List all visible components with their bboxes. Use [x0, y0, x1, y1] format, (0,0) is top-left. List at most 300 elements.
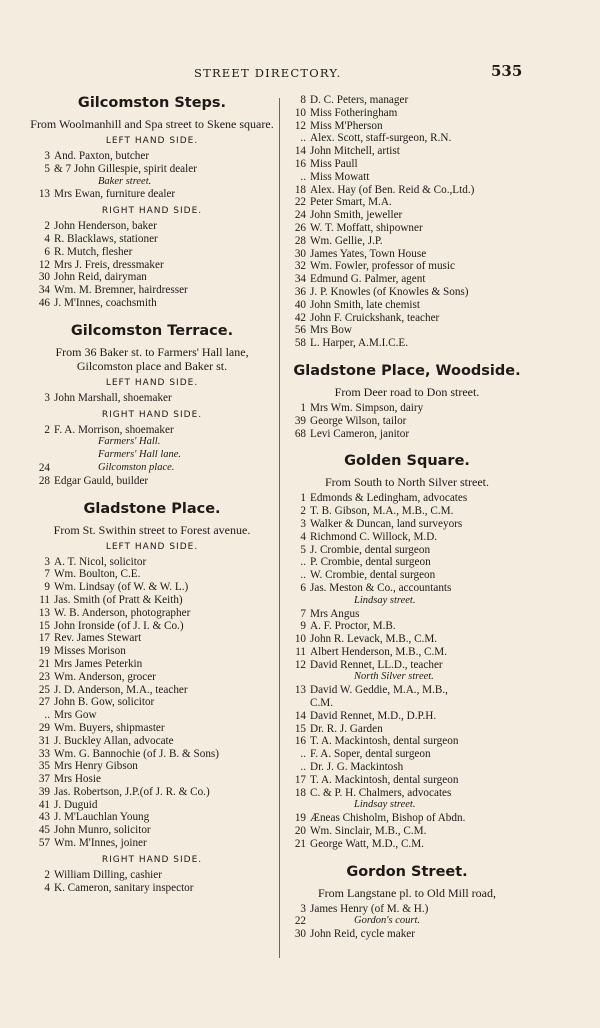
- house-number: [28, 436, 54, 449]
- house-number: 34: [38, 284, 50, 297]
- directory-entry: [284, 184, 530, 197]
- directory-entry: [28, 284, 276, 297]
- house-number: 2: [44, 220, 50, 233]
- house-number: 13: [294, 684, 306, 697]
- house-number: 32: [294, 260, 306, 273]
- side-label: RIGHT HAND SIDE.: [101, 409, 203, 420]
- directory-entry: [284, 120, 530, 133]
- cross-street-note: [28, 176, 276, 189]
- cross-street-name: Gilcomston place.: [98, 461, 175, 473]
- resident-name: Mrs Ewan, furniture dealer: [54, 188, 176, 201]
- house-number: 10: [294, 633, 306, 646]
- house-number: 24: [38, 461, 50, 474]
- house-number: 41: [38, 798, 50, 811]
- right-column: [284, 94, 530, 941]
- house-number: 37: [38, 773, 50, 786]
- directory-entry: [28, 150, 276, 163]
- house-number: [284, 697, 310, 710]
- directory-entry: [284, 582, 530, 595]
- house-number: 2: [44, 868, 50, 881]
- resident-name: J. P. Knowles (of Knowles & Sons): [310, 285, 469, 298]
- house-number: 30: [38, 271, 50, 284]
- directory-entry: [284, 723, 530, 736]
- house-number: 5: [44, 162, 50, 175]
- resident-name: John Marshall, shoemaker: [54, 391, 172, 404]
- house-number: 3: [300, 902, 306, 915]
- resident-name: Wm. Buyers, shipmaster: [54, 721, 165, 734]
- resident-name: K. Cameron, sanitary inspector: [54, 881, 194, 894]
- directory-entry: [284, 324, 530, 337]
- resident-name: C.M.: [310, 697, 334, 710]
- directory-entry: [28, 233, 276, 246]
- house-number: 26: [294, 221, 306, 234]
- directory-entry: [284, 928, 530, 941]
- house-number: 7: [44, 568, 50, 581]
- house-number: 22: [294, 196, 306, 209]
- directory-entry: [28, 671, 276, 684]
- directory-entry: [284, 518, 530, 531]
- house-number: 11: [39, 593, 50, 606]
- directory-entry: [284, 569, 530, 582]
- resident-name: David Rennet, M.D., D.P.H.: [310, 709, 437, 722]
- directory-entry: [284, 299, 530, 312]
- directory-entry: [284, 761, 530, 774]
- directory-entry: [28, 824, 276, 837]
- directory-entry: [28, 696, 276, 709]
- resident-name: Edmonds & Ledingham, advocates: [310, 492, 468, 505]
- house-number: 21: [38, 657, 50, 670]
- house-number: 42: [294, 311, 306, 324]
- directory-entry: [28, 722, 276, 735]
- resident-name: J. D. Anderson, M.A., teacher: [54, 683, 188, 696]
- directory-entry: [28, 786, 276, 799]
- resident-name: J. Buckley Allan, advocate: [54, 734, 174, 747]
- resident-name: Miss Fotheringham: [310, 106, 398, 119]
- directory-entry: [284, 222, 530, 235]
- directory-entry: [28, 607, 276, 620]
- house-number: 4: [44, 881, 50, 894]
- directory-entry: [28, 645, 276, 658]
- cross-street-note: [284, 915, 530, 928]
- resident-name: Miss M'Pherson: [310, 119, 383, 132]
- directory-entry: [284, 748, 530, 761]
- cross-street-note: [28, 436, 276, 449]
- house-number: ..: [44, 709, 50, 722]
- directory-entry: [28, 709, 276, 722]
- directory-entry: [284, 286, 530, 299]
- directory-entry: [28, 632, 276, 645]
- house-number: 1: [300, 492, 306, 505]
- street-route: From Langstane pl. to Old Mill road,: [318, 885, 496, 900]
- resident-name: Levi Cameron, janitor: [310, 427, 410, 440]
- house-number: 19: [38, 645, 50, 658]
- house-number: 31: [38, 734, 50, 747]
- resident-name: John F. Cruickshank, teacher: [310, 311, 440, 324]
- side-label: LEFT HAND SIDE.: [105, 136, 199, 146]
- house-number: 56: [294, 324, 306, 337]
- directory-entry: [284, 684, 530, 697]
- directory-entry: [284, 531, 530, 544]
- directory-entry: [28, 748, 276, 761]
- directory-entry: [284, 196, 530, 209]
- directory-entry: [284, 710, 530, 723]
- resident-name: Dr. R. J. Garden: [310, 722, 383, 735]
- street-heading: Gilcomston Steps.: [77, 95, 227, 111]
- house-number: ..: [300, 132, 306, 145]
- street-route: From South to North Silver street.: [325, 475, 489, 490]
- house-number: 36: [294, 285, 306, 298]
- resident-name: Jas. Meston & Co., accountants: [310, 581, 452, 594]
- directory-entry: [28, 882, 276, 895]
- house-number: 16: [294, 157, 306, 170]
- street-heading: Gladstone Place, Woodside.: [293, 362, 521, 379]
- house-number: ..: [300, 569, 306, 582]
- directory-entry: [284, 107, 530, 120]
- side-label: RIGHT HAND SIDE.: [101, 854, 203, 865]
- resident-name: R. Blacklaws, stationer: [54, 232, 158, 245]
- resident-name: Jas. Robertson, J.P.(of J. R. & Co.): [54, 785, 210, 798]
- directory-entry: [284, 94, 530, 107]
- house-number: 68: [294, 427, 306, 440]
- directory-entry: [284, 209, 530, 222]
- house-number: 12: [38, 258, 50, 271]
- directory-entry: [284, 812, 530, 825]
- running-head: [0, 62, 600, 82]
- directory-entry: [284, 838, 530, 851]
- directory-entry: [284, 248, 530, 261]
- cross-street-note: [28, 462, 276, 475]
- house-number: 39: [38, 785, 50, 798]
- house-number: ..: [300, 170, 306, 183]
- house-number: 22: [294, 915, 306, 928]
- directory-entry: [28, 837, 276, 850]
- side-label: LEFT HAND SIDE.: [105, 541, 199, 552]
- house-number: 7: [300, 607, 306, 620]
- directory-entry: [284, 312, 530, 325]
- resident-name: A. F. Proctor, M.B.: [310, 620, 396, 633]
- resident-name: John Reid, cycle maker: [310, 928, 416, 941]
- running-head-title: STREET DIRECTORY.: [194, 66, 342, 80]
- directory-entry: [28, 220, 276, 233]
- side-label: LEFT HAND SIDE.: [105, 377, 199, 388]
- resident-name: Rev. James Stewart: [54, 632, 142, 645]
- resident-name: James Henry (of M. & H.): [310, 902, 429, 915]
- resident-name: Peter Smart, M.A.: [310, 196, 392, 209]
- house-number: 28: [294, 234, 306, 247]
- directory-entry: [284, 337, 530, 350]
- resident-name: Miss Mowatt: [310, 170, 370, 183]
- directory-entry: [284, 659, 530, 672]
- house-number: 33: [38, 747, 50, 760]
- resident-name: P. Crombie, dental surgeon: [310, 556, 431, 569]
- resident-name: Wm. Gellie, J.P.: [310, 234, 383, 247]
- resident-name: John Reid, dairyman: [54, 271, 147, 284]
- resident-name: Misses Morison: [54, 645, 126, 658]
- directory-entry: [284, 273, 530, 286]
- house-number: 12: [294, 658, 306, 671]
- cross-street-note: [28, 449, 276, 462]
- cross-street-note: [284, 595, 530, 608]
- directory-entry: [28, 475, 276, 488]
- resident-name: Mrs Angus: [310, 607, 360, 620]
- house-number: 6: [44, 245, 50, 258]
- directory-entry: [28, 760, 276, 773]
- left-column: [28, 94, 276, 894]
- resident-name: T. A. Mackintosh, dental surgeon: [310, 735, 459, 748]
- directory-entry: [28, 735, 276, 748]
- directory-entry: [284, 633, 530, 646]
- house-number: 21: [294, 837, 306, 850]
- resident-name: A. T. Nicol, solicitor: [54, 555, 147, 568]
- house-number: 2: [300, 505, 306, 518]
- house-number: 46: [38, 296, 50, 309]
- street-route: From St. Swithin street to Forest avenue.: [53, 522, 251, 537]
- house-number: 8: [300, 94, 306, 106]
- house-number: 15: [294, 722, 306, 735]
- resident-name: J. Duguid: [54, 798, 98, 811]
- street-heading: Gladstone Place.: [83, 500, 221, 517]
- resident-name: Wm. Anderson, grocer: [54, 670, 156, 683]
- house-number: 18: [294, 183, 306, 196]
- house-number: 39: [294, 414, 306, 427]
- house-number: [28, 449, 54, 462]
- cross-street-name: Lindsay street.: [354, 594, 416, 606]
- resident-name: R. Mutch, flesher: [54, 245, 133, 258]
- directory-entry: [284, 697, 530, 710]
- directory-entry: [28, 684, 276, 697]
- resident-name: Walker & Duncan, land surveyors: [310, 517, 463, 530]
- directory-entry: [284, 505, 530, 518]
- column-divider: [279, 98, 280, 958]
- directory-entry: [284, 145, 530, 158]
- cross-street-name: North Silver street.: [354, 671, 434, 683]
- house-number: [284, 671, 310, 684]
- street-route: From Deer road to Don street.: [334, 384, 480, 399]
- house-number: 15: [38, 619, 50, 632]
- directory-entry: [284, 171, 530, 184]
- house-number: 11: [295, 645, 306, 658]
- resident-name: Mrs Hosie: [54, 773, 101, 786]
- resident-name: Richmond C. Willock, M.D.: [310, 530, 438, 543]
- resident-name: W. Crombie, dental surgeon: [310, 569, 436, 582]
- house-number: 23: [38, 670, 50, 683]
- house-number: 27: [38, 696, 50, 709]
- resident-name: John Ironside (of J. I. & Co.): [54, 619, 184, 632]
- cross-street-name: Baker street.: [98, 175, 152, 187]
- resident-name: F. A. Morrison, shoemaker: [54, 423, 174, 436]
- resident-name: John Smith, jeweller: [310, 209, 403, 222]
- resident-name: Dr. J. G. Mackintosh: [310, 761, 404, 774]
- directory-entry: [28, 188, 276, 201]
- resident-name: John B. Gow, solicitor: [54, 696, 155, 709]
- directory-entry: [28, 163, 276, 176]
- house-number: 13: [38, 606, 50, 619]
- directory-entry: [284, 158, 530, 171]
- directory-entry: [284, 428, 530, 441]
- resident-name: James Yates, Town House: [310, 247, 427, 260]
- directory-entry: [284, 235, 530, 248]
- resident-name: And. Paxton, butcher: [54, 150, 150, 162]
- resident-name: W. B. Anderson, photographer: [54, 606, 191, 619]
- resident-name: Alex. Scott, staff-surgeon, R.N.: [310, 132, 452, 145]
- cross-street-name: Farmers' Hall.: [98, 436, 161, 448]
- resident-name: John Henderson, baker: [54, 220, 157, 233]
- side-label: RIGHT HAND SIDE.: [101, 206, 203, 217]
- resident-name: Wm. Boulton, C.E.: [54, 568, 141, 581]
- directory-entry: [28, 581, 276, 594]
- resident-name: Wm. Sinclair, M.B., C.M.: [310, 825, 427, 838]
- directory-entry: [284, 415, 530, 428]
- directory-entry: [284, 825, 530, 838]
- resident-name: Mrs Gow: [54, 709, 97, 722]
- directory-entry: [28, 594, 276, 607]
- directory-entry: [28, 271, 276, 284]
- resident-name: F. A. Soper, dental surgeon: [310, 748, 431, 761]
- house-number: 25: [38, 683, 50, 696]
- resident-name: J. Crombie, dental surgeon: [310, 543, 431, 556]
- resident-name: L. Harper, A.M.I.C.E.: [310, 337, 409, 350]
- resident-name: J. M'Innes, coachsmith: [54, 296, 157, 309]
- cross-street-note: [284, 799, 530, 812]
- directory-entry: [284, 556, 530, 569]
- resident-name: & 7 John Gillespie, spirit dealer: [54, 162, 197, 175]
- resident-name: Wm. G. Bannochie (of J. B. & Sons): [54, 747, 219, 760]
- house-number: 30: [294, 247, 306, 260]
- directory-entry: [284, 620, 530, 633]
- directory-entry: [28, 620, 276, 633]
- directory-entry: [28, 297, 276, 310]
- house-number: 58: [294, 337, 306, 350]
- street-heading: Golden Square.: [344, 453, 470, 470]
- directory-entry: [284, 787, 530, 800]
- house-number: [284, 595, 310, 608]
- house-number: 9: [44, 581, 50, 594]
- house-number: 35: [38, 760, 50, 773]
- house-number: 45: [38, 824, 50, 837]
- directory-entry: [28, 869, 276, 882]
- resident-name: Mrs J. Freis, dressmaker: [54, 258, 164, 271]
- resident-name: C. & P. H. Chalmers, advocates: [310, 786, 452, 799]
- directory-entry: [284, 774, 530, 787]
- house-number: 24: [294, 209, 306, 222]
- house-number: 14: [294, 145, 306, 158]
- resident-name: J. M'Lauchlan Young: [54, 811, 150, 824]
- street-heading: Gilcomston Terrace.: [70, 322, 234, 339]
- resident-name: George Watt, M.D., C.M.: [310, 837, 424, 850]
- directory-entry: [284, 735, 530, 748]
- directory-entry: [284, 544, 530, 557]
- cross-street-name: Lindsay street.: [354, 799, 416, 811]
- resident-name: Wm. M. Bremner, hairdresser: [54, 284, 188, 297]
- resident-name: Jas. Smith (of Pratt & Keith): [54, 593, 183, 606]
- street-heading: Gordon Street.: [346, 863, 468, 880]
- resident-name: Mrs Henry Gibson: [54, 760, 138, 773]
- cross-street-name: Farmers' Hall lane.: [98, 449, 182, 461]
- resident-name: David W. Geddie, M.A., M.B.,: [310, 684, 448, 697]
- directory-entry: [28, 773, 276, 786]
- house-number: 43: [38, 811, 50, 824]
- directory-entry: [284, 402, 530, 415]
- house-number: 6: [300, 581, 306, 594]
- resident-name: John Mitchell, artist: [310, 145, 400, 158]
- house-number: 9: [300, 620, 306, 633]
- house-number: 34: [294, 273, 306, 286]
- directory-entry: [284, 903, 530, 916]
- directory-entry: [28, 799, 276, 812]
- house-number: 10: [294, 106, 306, 119]
- directory-entry: [28, 568, 276, 581]
- house-number: 4: [44, 232, 50, 245]
- directory-entry: [28, 259, 276, 272]
- house-number: 3: [44, 555, 50, 568]
- resident-name: Edgar Gauld, builder: [54, 474, 149, 487]
- house-number: 5: [300, 543, 306, 556]
- directory-entry: [28, 556, 276, 569]
- house-number: 17: [294, 773, 306, 786]
- resident-name: Wm. Fowler, professor of music: [310, 260, 455, 273]
- house-number: 3: [44, 391, 50, 404]
- resident-name: Albert Henderson, M.B., C.M.: [310, 645, 448, 658]
- cross-street-note: [284, 671, 530, 684]
- resident-name: Alex. Hay (of Ben. Reid & Co.,Ltd.): [310, 183, 475, 196]
- house-number: 17: [38, 632, 50, 645]
- resident-name: T. B. Gibson, M.A., M.B., C.M.: [310, 505, 454, 518]
- directory-entry: [284, 492, 530, 505]
- house-number: 19: [294, 812, 306, 825]
- house-number: 20: [294, 825, 306, 838]
- house-number: 3: [300, 517, 306, 530]
- house-number: 57: [38, 837, 50, 850]
- resident-name: William Dilling, cashier: [54, 868, 162, 881]
- house-number: ..: [300, 556, 306, 569]
- resident-name: D. C. Peters, manager: [310, 94, 409, 106]
- directory-entry: [28, 392, 276, 405]
- house-number: ..: [300, 761, 306, 774]
- resident-name: Mrs Bow: [310, 324, 352, 337]
- directory-entry: [284, 132, 530, 145]
- street-route: From Woolmanhill and Spa street to Skene square.: [30, 117, 274, 131]
- directory-entry: [284, 260, 530, 273]
- resident-name: Wm. M'Innes, joiner: [54, 837, 147, 850]
- house-number: 30: [294, 928, 306, 941]
- resident-name: Mrs Wm. Simpson, dairy: [310, 401, 424, 414]
- resident-name: John Munro, solicitor: [54, 824, 151, 837]
- directory-entry: [28, 658, 276, 671]
- house-number: 28: [38, 474, 50, 487]
- directory-entry: [28, 246, 276, 259]
- directory-entry: [28, 424, 276, 437]
- house-number: [28, 176, 54, 189]
- resident-name: W. T. Moffatt, shipowner: [310, 221, 423, 234]
- house-number: 4: [300, 530, 306, 543]
- street-route: From 36 Baker st. to Farmers' Hall lane, Gilcomston place and Baker st.: [55, 344, 249, 373]
- house-number: 18: [294, 786, 306, 799]
- resident-name: Mrs James Peterkin: [54, 657, 143, 670]
- house-number: 14: [294, 709, 306, 722]
- house-number: 29: [38, 721, 50, 734]
- directory-entry: [28, 811, 276, 824]
- house-number: 1: [300, 401, 306, 414]
- house-number: 16: [294, 735, 306, 748]
- resident-name: John R. Levack, M.B., C.M.: [310, 633, 438, 646]
- house-number: 3: [44, 150, 50, 162]
- resident-name: T. A. Mackintosh, dental surgeon: [310, 773, 459, 786]
- cross-street-name: Gordon's court.: [354, 915, 421, 927]
- resident-name: John Smith, late chemist: [310, 298, 421, 311]
- resident-name: George Wilson, tailor: [310, 414, 407, 427]
- house-number: ..: [300, 748, 306, 761]
- resident-name: Æneas Chisholm, Bishop of Abdn.: [310, 812, 466, 825]
